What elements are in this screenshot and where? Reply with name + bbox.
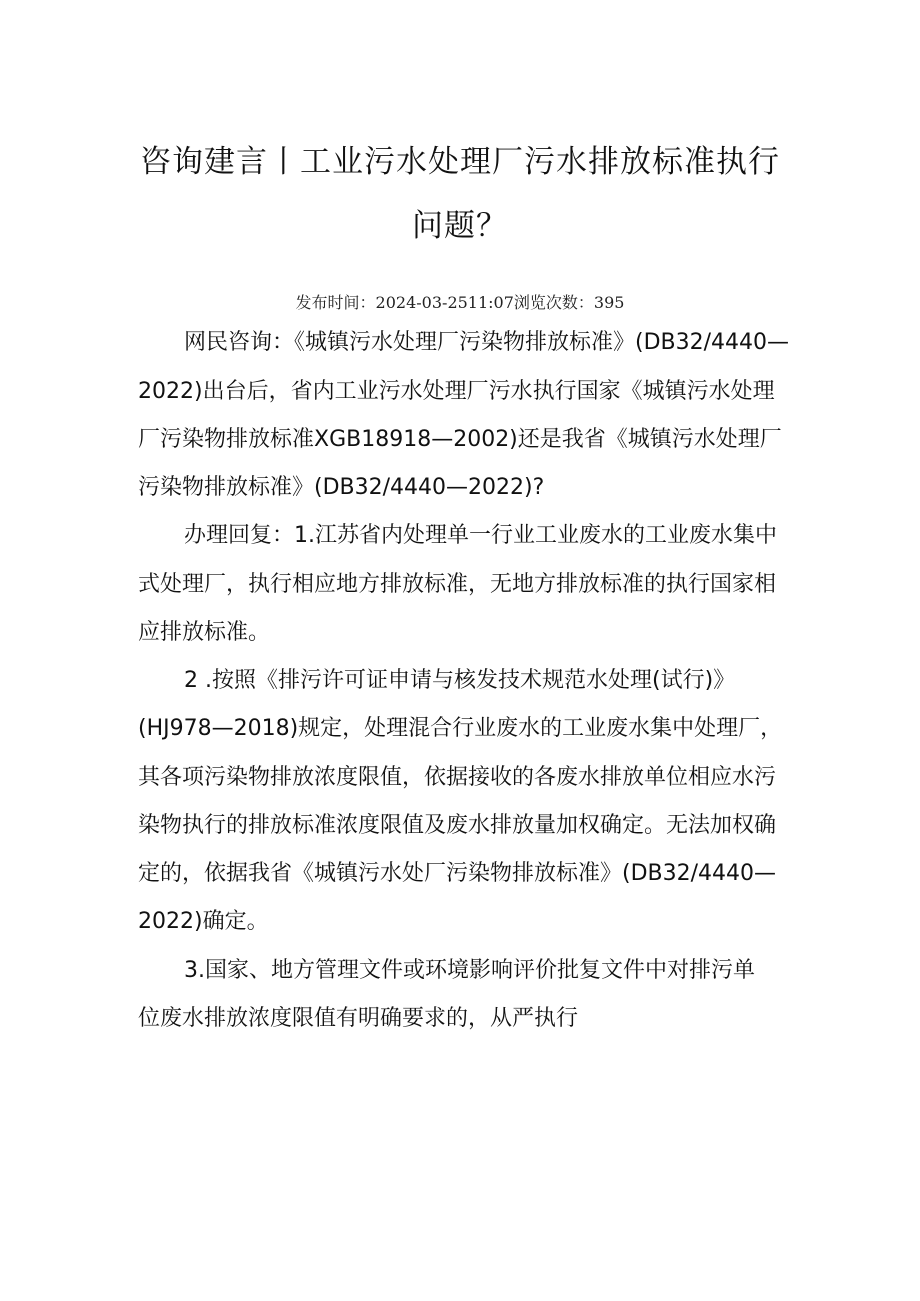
paragraph-line: 位废水排放浓度限值有明确要求的，从严执行	[138, 1006, 579, 1031]
paragraph-line: 2 .按照《排污许可证申请与核发技术规范水处理(试行)》	[184, 668, 736, 693]
paragraph-line: 厂污染物排放标准XGB18918—2002)还是我省《城镇污水处理厂	[138, 427, 782, 452]
paragraph-line: 污染物排放标准》(DB32/4440—2022)?	[138, 475, 545, 500]
paragraph-line: 应排放标准。	[138, 620, 271, 645]
paragraph-line: 2022)出台后，省内工业污水处理厂污水执行国家《城镇污水处理	[138, 379, 775, 404]
document-title-line-1: 咨询建言丨工业污水处理厂污水排放标准执行	[140, 144, 780, 180]
paragraph-line: 式处理厂，执行相应地方排放标准，无地方排放标准的执行国家相	[138, 572, 777, 597]
paragraph-line: 其各项污染物排放浓度限值，依据接收的各废水排放单位相应水污	[138, 765, 777, 790]
paragraph-line: 3.国家、地方管理文件或环境影响评价批复文件中对排污单	[184, 958, 755, 983]
publish-meta	[60, 290, 860, 313]
document-title-line-2: 问题？	[412, 208, 508, 244]
paragraph-line: 定的，依据我省《城镇污水处厂污染物排放标准》(DB32/4440—	[138, 861, 777, 886]
paragraph-line: (HJ978—2018)规定，处理混合行业废水的工业废水集中处理厂，	[138, 716, 783, 741]
view-count: 395	[593, 293, 625, 312]
view-count-label: 浏览次数：	[513, 293, 594, 312]
publish-time: 2024-03-2511:07	[375, 293, 514, 312]
paragraph-line: 网民咨询：《城镇污水处理厂污染物排放标准》(DB32/4440—	[184, 330, 790, 355]
publish-time-label: 发布时间：	[295, 293, 376, 312]
paragraph-line: 染物执行的排放标准浓度限值及废水排放量加权确定。无法加权确	[138, 813, 777, 838]
paragraph-line: 2022)确定。	[138, 909, 269, 934]
paragraph-line: 办理回复：1.江苏省内处理单一行业工业废水的工业废水集中	[184, 523, 777, 548]
